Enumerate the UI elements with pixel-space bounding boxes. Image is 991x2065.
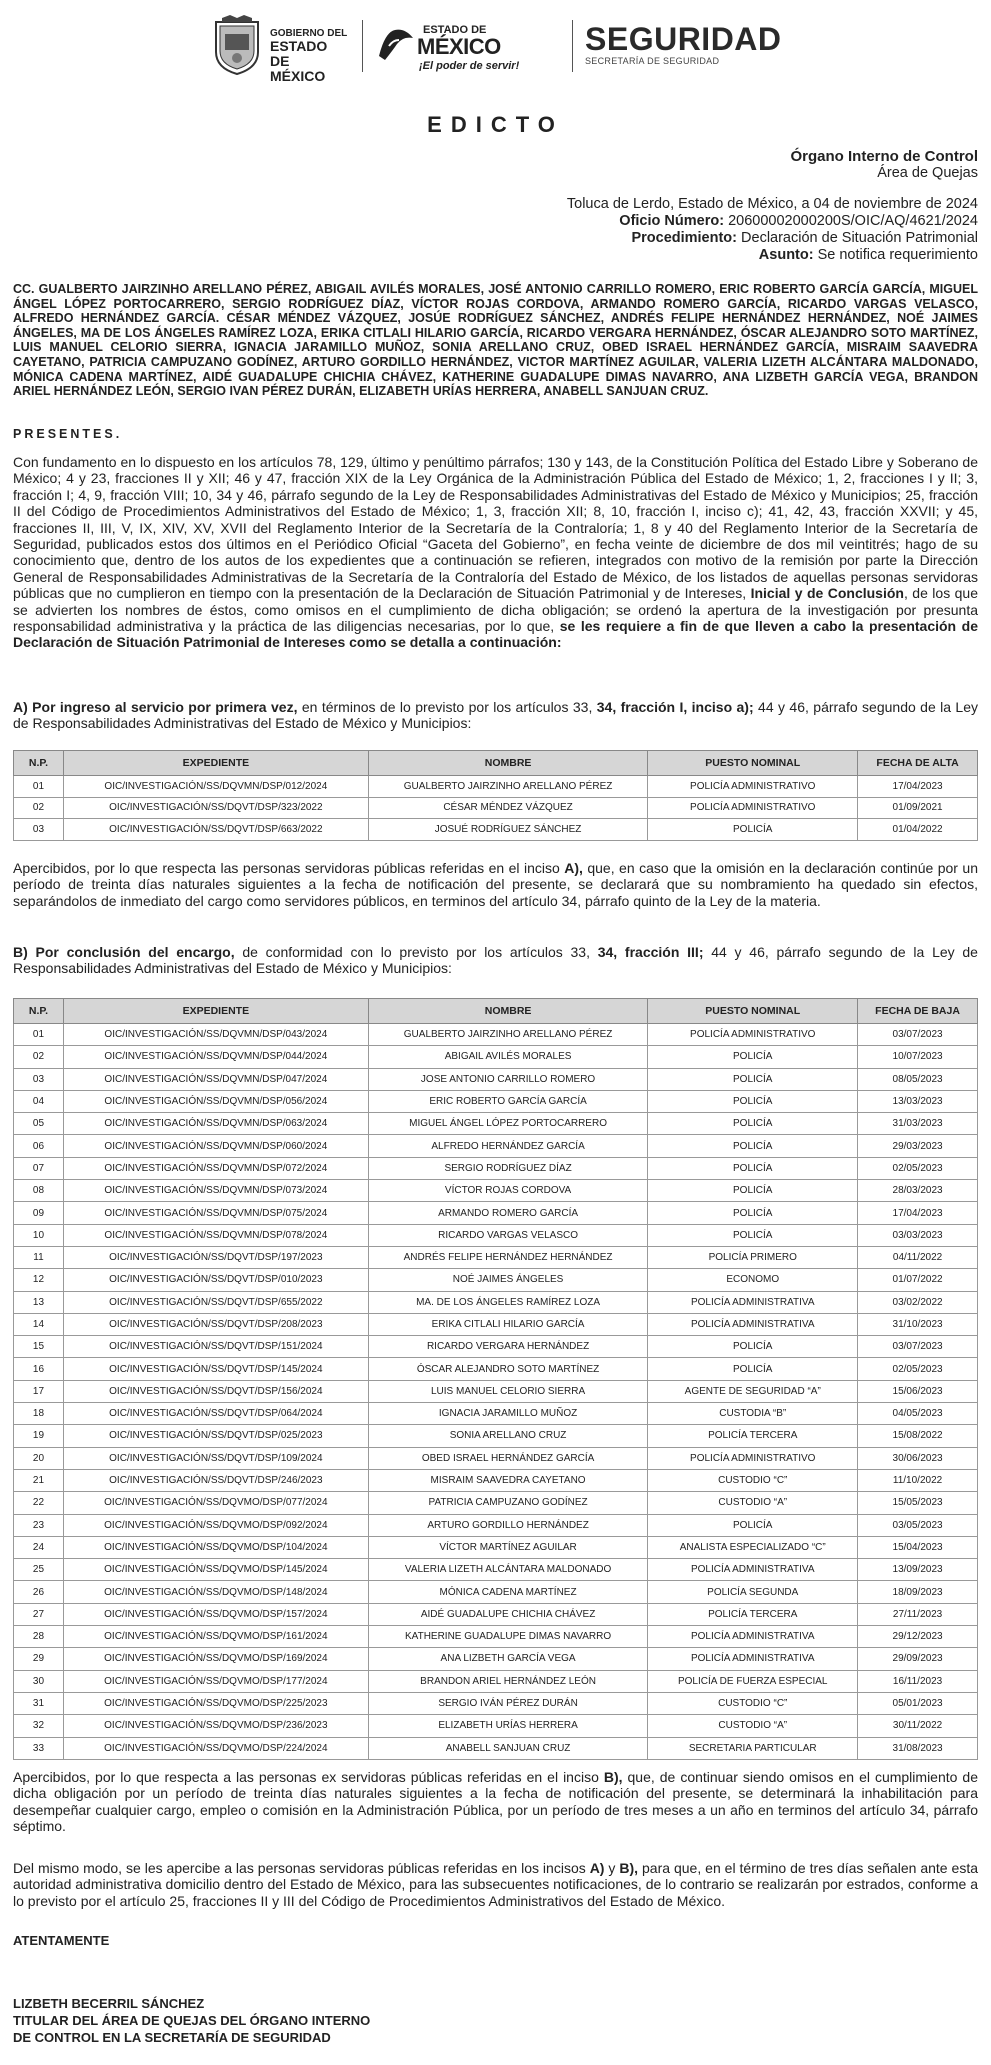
table-cell: 30/06/2023	[858, 1447, 978, 1469]
paragraph-warning-b: Apercibidos, por lo que respecta a las personas ex servidoras públicas referidas en el inciso B), que, de continuar siendo omisos en el cumplimiento de dicha obligación por un período de treinta días naturales siguientes a la fecha de notificación del presente, se determinará la inhabilitación para desempeñar cualquier cargo, empleo o comisión en la Administración Pública, por un período de tres meses a un año en terminos del artículo 34, párrafo séptimo.	[13, 1769, 978, 1835]
signature-block	[13, 1995, 370, 2046]
table-cell: 02	[14, 797, 64, 819]
table-cell: OIC/INVESTIGACIÓN/SS/DQVT/DSP/208/2023	[63, 1313, 368, 1335]
table-cell: 15/08/2022	[858, 1425, 978, 1447]
table-cell: 13	[14, 1291, 64, 1313]
paragraph-section-b: B) Por conclusión del encargo, de conformidad con lo previsto por los artículos 33, 34, fracción III; 44 y 46, párrafo segundo de la Ley de Responsabilidades Administrativas del Estado de México y Municipios:	[13, 944, 978, 977]
table-cell: MA. DE LOS ÁNGELES RAMÍREZ LOZA	[368, 1291, 648, 1313]
table-cell: 03/05/2023	[858, 1514, 978, 1536]
table-cell: POLICÍA	[648, 1202, 858, 1224]
table-cell: 22	[14, 1492, 64, 1514]
table-cell: MÓNICA CADENA MARTÍNEZ	[368, 1581, 648, 1603]
signer-title-line1: TITULAR DEL ÁREA DE QUEJAS DEL ÓRGANO INTERNO	[13, 2013, 371, 2028]
table-cell: POLICÍA ADMINISTRATIVA	[648, 1291, 858, 1313]
table-row	[14, 1692, 978, 1714]
paragraph-warning-a: Apercibidos, por lo que respecta las personas servidoras públicas referidas en el inciso A), que, en caso que la omisión en la declaración continúe por un período de treinta días naturales siguientes a la fecha de notificación del presente, se declarará que su nombramiento ha quedado sin efectos, separándolos de inmediato del cargo como servidores públicos, en terminos del artículo 34, párrafo quinto de la Ley de la materia.	[13, 860, 978, 909]
table-cell: POLICÍA SEGUNDA	[648, 1581, 858, 1603]
table-cell: 15/05/2023	[858, 1492, 978, 1514]
table-cell: SECRETARIA PARTICULAR	[648, 1737, 858, 1759]
table-cell: JOSE ANTONIO CARRILLO ROMERO	[368, 1068, 648, 1090]
table-cell: ABIGAIL AVILÉS MORALES	[368, 1046, 648, 1068]
table-cell: PATRICIA CAMPUZANO GODÍNEZ	[368, 1492, 648, 1514]
table-cell: 01/09/2021	[858, 797, 978, 819]
table-cell: POLICÍA TERCERA	[648, 1425, 858, 1447]
table-cell: OIC/INVESTIGACIÓN/SS/DQVMO/DSP/077/2024	[63, 1492, 368, 1514]
table-cell: OIC/INVESTIGACIÓN/SS/DQVMO/DSP/236/2023	[63, 1715, 368, 1737]
table-cell: 02	[14, 1046, 64, 1068]
table-cell: 27	[14, 1603, 64, 1625]
table-row	[14, 1246, 978, 1268]
table-cell: RICARDO VERGARA HERNÁNDEZ	[368, 1336, 648, 1358]
table-cell: CUSTODIA “B”	[648, 1403, 858, 1425]
table-cell: 10/07/2023	[858, 1046, 978, 1068]
table-cell: KATHERINE GUADALUPE DIMAS NAVARRO	[368, 1626, 648, 1648]
table-row	[14, 1291, 978, 1313]
table-row	[14, 1113, 978, 1135]
logo-divider	[572, 20, 573, 72]
table-cell: 29	[14, 1648, 64, 1670]
table-cell: 05/01/2023	[858, 1692, 978, 1714]
paragraph-domicile: Del mismo modo, se les apercibe a las personas servidoras públicas referidas en los incisos A) y B), para que, en el término de tres días señalen ante esta autoridad administrativa domicilio dentro del Estado de México, para las subsecuentes notificaciones, de lo contrario se realizarán por estrados, conforme a lo previsto por el artículo 25, fracciones II y III del Código de Procedimientos Administrativos del Estado de México.	[13, 1860, 979, 1909]
table-row	[14, 1536, 978, 1558]
table-cell: ERIKA CITLALI HILARIO GARCÍA	[368, 1313, 648, 1335]
table-cell: GUALBERTO JAIRZINHO ARELLANO PÉREZ	[368, 776, 648, 798]
table-cell: POLICÍA TERCERA	[648, 1603, 858, 1625]
table-cell: 31/03/2023	[858, 1113, 978, 1135]
table-cell: OIC/INVESTIGACIÓN/SS/DQVMO/DSP/224/2024	[63, 1737, 368, 1759]
table-cell: OIC/INVESTIGACIÓN/SS/DQVMN/DSP/073/2024	[63, 1180, 368, 1202]
table-cell: CUSTODIO “A”	[648, 1715, 858, 1737]
table-cell: POLICÍA	[648, 1336, 858, 1358]
table-cell: 15	[14, 1336, 64, 1358]
table-cell: OIC/INVESTIGACIÓN/SS/DQVMN/DSP/012/2024	[63, 776, 368, 798]
table-cell: 02/05/2023	[858, 1157, 978, 1179]
table-cell: POLICÍA ADMINISTRATIVA	[648, 1626, 858, 1648]
table-cell: POLICÍA	[648, 1358, 858, 1380]
table-cell: POLICÍA	[648, 1068, 858, 1090]
table-cell: 01/07/2022	[858, 1269, 978, 1291]
column-header: PUESTO NOMINAL	[648, 999, 858, 1024]
table-row	[14, 1559, 978, 1581]
table-cell: 03	[14, 819, 64, 841]
coat-of-arms-icon	[210, 14, 264, 76]
table-cell: OIC/INVESTIGACIÓN/SS/DQVMO/DSP/225/2023	[63, 1692, 368, 1714]
table-cell: 03/02/2022	[858, 1291, 978, 1313]
table-cell: ECONOMO	[648, 1269, 858, 1291]
table-row	[14, 1358, 978, 1380]
table-row	[14, 776, 978, 798]
table-cell: 09	[14, 1202, 64, 1224]
table-cell: 26	[14, 1581, 64, 1603]
table-cell: OIC/INVESTIGACIÓN/SS/DQVMN/DSP/072/2024	[63, 1157, 368, 1179]
table-cell: 08	[14, 1180, 64, 1202]
area-name: Área de Quejas	[877, 165, 978, 181]
table-cell: 11	[14, 1246, 64, 1268]
table-cell: CUSTODIO “A”	[648, 1492, 858, 1514]
table-cell: OIC/INVESTIGACIÓN/SS/DQVT/DSP/151/2024	[63, 1336, 368, 1358]
table-cell: 29/12/2023	[858, 1626, 978, 1648]
table-row	[14, 1403, 978, 1425]
table-cell: CUSTODIO “C”	[648, 1692, 858, 1714]
table-cell: 13/09/2023	[858, 1559, 978, 1581]
table-cell: POLICÍA	[648, 1180, 858, 1202]
table-cell: OIC/INVESTIGACIÓN/SS/DQVT/DSP/010/2023	[63, 1269, 368, 1291]
table-cell: 31	[14, 1692, 64, 1714]
table-cell: 31/08/2023	[858, 1737, 978, 1759]
table-cell: 08/05/2023	[858, 1068, 978, 1090]
table-cell: OIC/INVESTIGACIÓN/SS/DQVT/DSP/025/2023	[63, 1425, 368, 1447]
table-cell: NOÉ JAIMES ÁNGELES	[368, 1269, 648, 1291]
signer-title-line2: DE CONTROL EN LA SECRETARÍA DE SEGURIDAD	[13, 2030, 331, 2045]
table-cell: MIGUEL ÁNGEL LÓPEZ PORTOCARRERO	[368, 1113, 648, 1135]
table-section-b	[13, 998, 978, 1760]
table-cell: 04	[14, 1090, 64, 1112]
table-cell: ANALISTA ESPECIALIZADO “C”	[648, 1536, 858, 1558]
table-cell: 31/10/2023	[858, 1313, 978, 1335]
table-row	[14, 1068, 978, 1090]
table-cell: 18/09/2023	[858, 1581, 978, 1603]
table-cell: OIC/INVESTIGACIÓN/SS/DQVMN/DSP/043/2024	[63, 1024, 368, 1046]
table-cell: OBED ISRAEL HERNÁNDEZ GARCÍA	[368, 1447, 648, 1469]
column-header: N.P.	[14, 751, 64, 776]
table-row	[14, 1224, 978, 1246]
table-cell: ANDRÉS FELIPE HERNÁNDEZ HERNÁNDEZ	[368, 1246, 648, 1268]
table-row	[14, 1648, 978, 1670]
table-cell: VÍCTOR MARTÍNEZ AGUILAR	[368, 1536, 648, 1558]
table-row	[14, 1336, 978, 1358]
signer-name: LIZBETH BECERRIL SÁNCHEZ	[13, 1996, 205, 2011]
table-cell: 32	[14, 1715, 64, 1737]
table-cell: OIC/INVESTIGACIÓN/SS/DQVT/DSP/156/2024	[63, 1380, 368, 1402]
table-row	[14, 1269, 978, 1291]
table-cell: POLICÍA PRIMERO	[648, 1246, 858, 1268]
table-row	[14, 1447, 978, 1469]
table-cell: OIC/INVESTIGACIÓN/SS/DQVMO/DSP/104/2024	[63, 1536, 368, 1558]
table-cell: 28/03/2023	[858, 1180, 978, 1202]
table-cell: POLICÍA DE FUERZA ESPECIAL	[648, 1670, 858, 1692]
table-cell: 33	[14, 1737, 64, 1759]
table-row	[14, 1670, 978, 1692]
procedimiento-line: Procedimiento: Declaración de Situación Patrimonial	[631, 230, 978, 246]
document-title: EDICTO	[427, 112, 564, 137]
table-cell: POLICÍA ADMINISTRATIVO	[648, 797, 858, 819]
table-row	[14, 1157, 978, 1179]
table-cell: OIC/INVESTIGACIÓN/SS/DQVMN/DSP/075/2024	[63, 1202, 368, 1224]
paragraph-legal-basis: Con fundamento en lo dispuesto en los artículos 78, 129, último y penúltimo párrafos; 130 y 143, de la Constitución Política del Estado Libre y Soberano de México; 4 y 23, fracciones II y XII; 46 y 47, fracción XIX de la Ley Orgánica de la Administración Pública del Estado de México; 1, 2, fracciones I y II; 3, fracción I; 4, 9, fracción VIII; 10, 34 y 46, párrafo segundo de la Ley de Responsabilidades Administrativas del Estado de México y Municipios; 25, fracción II del Código de Procedimientos Administrativos del Estado de México; 1, 3, fracción XII; 8, 10, fracción I, inciso c); 41, 42, 43, fracción XXVII; y 45, fracciones II, III, V, IX, XIV, XV, XVII del Reglamento Interior de la Secretaría de la Contraloría; 1, 8 y 40 del Reglamento Interior de la Secretaría de Seguridad, publicados estos dos últimos en el Periódico Oficial “Gaceta del Gobierno”, en fecha veinte de diciembre de dos mil veintitrés; hago de su conocimiento que, dentro de los autos de los expedientes que a continuación se refieren, integrados con motivo de la remisión por parte la Dirección General de Responsabilidades Administrativas de la Secretaría de la Contraloría del Estado de México, de los listados de aquellas personas servidoras públicas que no cumplieron en tiempo con la presentación de la Declaración de Situación Patrimonial y de Intereses, Inicial y de Conclusión, de los que se advierten los nombres de éstos, como omisos en el cumplimiento de dicha obligación; se ordenó la apertura de la investigación por presunta responsabilidad administrativa y la práctica de las diligencias necesarias, por lo que, se les requiere a fin de que lleven a cabo la presentación de Declaración de Situación Patrimonial de Intereses como se detalla a continuación:	[13, 454, 978, 651]
column-header: FECHA DE ALTA	[858, 751, 978, 776]
table-cell: 28	[14, 1626, 64, 1648]
addressees: CC. GUALBERTO JAIRZINHO ARELLANO PÉREZ, ABIGAIL AVILÉS MORALES, JOSÉ ANTONIO CARRILLO ROMERO, ERIC ROBERTO GARCÍA GARCÍA, MIGUEL ÁNGEL LÓPEZ PORTOCARRERO, SERGIO RODRÍGUEZ DÍAZ, VÍCTOR ROJAS CORDOVA, ARMANDO ROMERO GARCÍA, RICARDO VARGAS VELASCO, ALFREDO HERNÁNDEZ GARCÍA. CÉSAR MÉNDEZ VÁZQUEZ, JOSÚE RODRÍGUEZ SÁNCHEZ, ANDRÉS FELIPE HERNÁNDEZ HERNÁNDEZ, NOÉ JAIMES ÁNGELES, MA DE LOS ÁNGELES RAMÍREZ LOZA, ERIKA CITLALI HILARIO GARCÍA, RICARDO VERGARA HERNÁNDEZ, ÓSCAR ALEJANDRO SOTO MARTÍNEZ, LUIS MANUEL CELORIO SIERRA, IGNACIA JARAMILLO MUÑOZ, SONIA ARELLANO CRUZ, OBED ISRAEL HERNÁNDEZ GARCÍA, MISRAIM SAAVEDRA CAYETANO, PATRICIA CAMPUZANO GODÍNEZ, ARTURO GORDILLO HERNÁNDEZ, VICTOR MARTÍNEZ AGUILAR, VALERIA LIZETH ALCÁNTARA MALDONADO, MÓNICA CADENA MARTÍNEZ, AIDÉ GUADALUPE CHICHIA CHÁVEZ, KATHERINE GUADALUPE DIMAS NAVARRO, ANA LIZBETH GARCÍA VEGA, BRANDON ARIEL HERNÁNDEZ LEÓN, SERGIO IVAN PÉREZ DURÁN, ELIZABETH URÍAS HERRERA, ANABELL SANJUAN CRUZ.	[13, 282, 978, 399]
column-header: EXPEDIENTE	[63, 999, 368, 1024]
table-cell: POLICÍA	[648, 1113, 858, 1135]
table-row	[14, 1024, 978, 1046]
place-date: Toluca de Lerdo, Estado de México, a 04 de noviembre de 2024	[566, 196, 978, 212]
table-cell: 01	[14, 776, 64, 798]
table-cell: 19	[14, 1425, 64, 1447]
logo-divider	[362, 20, 363, 72]
column-header: NOMBRE	[368, 999, 648, 1024]
table-cell: POLICÍA	[648, 1090, 858, 1112]
table-row	[14, 1202, 978, 1224]
table-cell: SERGIO IVÁN PÉREZ DURÁN	[368, 1692, 648, 1714]
column-header: N.P.	[14, 999, 64, 1024]
table-cell: 11/10/2022	[858, 1469, 978, 1491]
table-row	[14, 1180, 978, 1202]
table-cell: OIC/INVESTIGACIÓN/SS/DQVMN/DSP/078/2024	[63, 1224, 368, 1246]
table-section-a	[13, 750, 978, 841]
column-header: PUESTO NOMINAL	[648, 751, 858, 776]
seguridad-logo: SEGURIDAD SECRETARÍA DE SEGURIDAD	[585, 21, 782, 66]
table-cell: 20	[14, 1447, 64, 1469]
table-row	[14, 1514, 978, 1536]
table-cell: 04/05/2023	[858, 1403, 978, 1425]
table-cell: ELIZABETH URÍAS HERRERA	[368, 1715, 648, 1737]
table-cell: 17	[14, 1380, 64, 1402]
table-cell: OIC/INVESTIGACIÓN/SS/DQVMO/DSP/161/2024	[63, 1626, 368, 1648]
table-cell: AIDÉ GUADALUPE CHICHIA CHÁVEZ	[368, 1603, 648, 1625]
oficio-line: Oficio Número: 20600002000200S/OIC/AQ/4621/2024	[619, 213, 978, 229]
table-cell: POLICÍA ADMINISTRATIVA	[648, 1313, 858, 1335]
closing: ATENTAMENTE	[13, 1933, 110, 1948]
gobierno-text: GOBIERNO DEL ESTADO DE MÉXICO	[270, 28, 348, 84]
table-cell: 14	[14, 1313, 64, 1335]
table-cell: ARTURO GORDILLO HERNÁNDEZ	[368, 1514, 648, 1536]
table-cell: 24	[14, 1536, 64, 1558]
table-cell: 01	[14, 1024, 64, 1046]
table-cell: 15/06/2023	[858, 1380, 978, 1402]
table-cell: OIC/INVESTIGACIÓN/SS/DQVMN/DSP/056/2024	[63, 1090, 368, 1112]
table-cell: 29/09/2023	[858, 1648, 978, 1670]
estado-logo: ESTADO DE MÉXICO ¡El poder de servir!	[375, 16, 565, 80]
presentes-label: PRESENTES.	[13, 427, 123, 441]
table-cell: 16/11/2023	[858, 1670, 978, 1692]
table-row	[14, 819, 978, 841]
table-cell: 04/11/2022	[858, 1246, 978, 1268]
table-cell: 07	[14, 1157, 64, 1179]
table-cell: 17/04/2023	[858, 1202, 978, 1224]
table-cell: 12	[14, 1269, 64, 1291]
table-cell: ERIC ROBERTO GARCÍA GARCÍA	[368, 1090, 648, 1112]
table-cell: SONIA ARELLANO CRUZ	[368, 1425, 648, 1447]
table-cell: 03/07/2023	[858, 1024, 978, 1046]
table-cell: 27/11/2023	[858, 1603, 978, 1625]
table-cell: 30/11/2022	[858, 1715, 978, 1737]
table-row	[14, 797, 978, 819]
table-cell: 03/03/2023	[858, 1224, 978, 1246]
table-row	[14, 1090, 978, 1112]
table-row	[14, 1469, 978, 1491]
table-cell: ARMANDO ROMERO GARCÍA	[368, 1202, 648, 1224]
table-cell: 29/03/2023	[858, 1135, 978, 1157]
table-cell: OIC/INVESTIGACIÓN/SS/DQVT/DSP/197/2023	[63, 1246, 368, 1268]
table-cell: IGNACIA JARAMILLO MUÑOZ	[368, 1403, 648, 1425]
table-cell: OIC/INVESTIGACIÓN/SS/DQVT/DSP/663/2022	[63, 819, 368, 841]
table-cell: VALERIA LIZETH ALCÁNTARA MALDONADO	[368, 1559, 648, 1581]
estado-emblem-icon	[375, 26, 417, 66]
table-cell: 30	[14, 1670, 64, 1692]
table-cell: 25	[14, 1559, 64, 1581]
table-cell: OIC/INVESTIGACIÓN/SS/DQVMO/DSP/145/2024	[63, 1559, 368, 1581]
table-cell: POLICÍA	[648, 819, 858, 841]
table-cell: OIC/INVESTIGACIÓN/SS/DQVMN/DSP/060/2024	[63, 1135, 368, 1157]
table-cell: POLICÍA	[648, 1046, 858, 1068]
table-cell: OIC/INVESTIGACIÓN/SS/DQVT/DSP/064/2024	[63, 1403, 368, 1425]
table-cell: 10	[14, 1224, 64, 1246]
table-cell: ÓSCAR ALEJANDRO SOTO MARTÍNEZ	[368, 1358, 648, 1380]
table-cell: 02/05/2023	[858, 1358, 978, 1380]
column-header: FECHA DE BAJA	[858, 999, 978, 1024]
asunto-line: Asunto: Se notifica requerimiento	[758, 247, 978, 263]
table-row	[14, 1715, 978, 1737]
table-cell: POLICÍA ADMINISTRATIVA	[648, 1559, 858, 1581]
table-cell: RICARDO VARGAS VELASCO	[368, 1224, 648, 1246]
table-cell: 15/04/2023	[858, 1536, 978, 1558]
table-cell: CÉSAR MÉNDEZ VÁZQUEZ	[368, 797, 648, 819]
table-cell: ANA LIZBETH GARCÍA VEGA	[368, 1648, 648, 1670]
table-row	[14, 1492, 978, 1514]
table-cell: ANABELL SANJUAN CRUZ	[368, 1737, 648, 1759]
table-row	[14, 1626, 978, 1648]
table-row	[14, 1737, 978, 1759]
table-cell: OIC/INVESTIGACIÓN/SS/DQVMO/DSP/148/2024	[63, 1581, 368, 1603]
table-cell: OIC/INVESTIGACIÓN/SS/DQVMO/DSP/092/2024	[63, 1514, 368, 1536]
table-cell: GUALBERTO JAIRZINHO ARELLANO PÉREZ	[368, 1024, 648, 1046]
table-cell: POLICÍA ADMINISTRATIVO	[648, 1024, 858, 1046]
table-cell: OIC/INVESTIGACIÓN/SS/DQVMN/DSP/047/2024	[63, 1068, 368, 1090]
table-row	[14, 1581, 978, 1603]
table-cell: JOSUÉ RODRÍGUEZ SÁNCHEZ	[368, 819, 648, 841]
table-cell: 23	[14, 1514, 64, 1536]
table-cell: POLICÍA	[648, 1157, 858, 1179]
table-cell: SERGIO RODRÍGUEZ DÍAZ	[368, 1157, 648, 1179]
table-cell: OIC/INVESTIGACIÓN/SS/DQVMO/DSP/177/2024	[63, 1670, 368, 1692]
table-cell: 18	[14, 1403, 64, 1425]
table-cell: LUIS MANUEL CELORIO SIERRA	[368, 1380, 648, 1402]
table-cell: POLICÍA ADMINISTRATIVA	[648, 1648, 858, 1670]
paragraph-section-a: A) Por ingreso al servicio por primera vez, en términos de lo previsto por los artículos 33, 34, fracción I, inciso a); 44 y 46, párrafo segundo de la Ley de Responsabilidades Administrativas del Estado de México y Municipios:	[13, 699, 979, 732]
table-row	[14, 1046, 978, 1068]
table-row	[14, 1603, 978, 1625]
column-header: EXPEDIENTE	[63, 751, 368, 776]
table-cell: OIC/INVESTIGACIÓN/SS/DQVT/DSP/145/2024	[63, 1358, 368, 1380]
table-cell: BRANDON ARIEL HERNÁNDEZ LEÓN	[368, 1670, 648, 1692]
table-cell: ALFREDO HERNÁNDEZ GARCÍA	[368, 1135, 648, 1157]
table-cell: 16	[14, 1358, 64, 1380]
table-row	[14, 1380, 978, 1402]
table-cell: 01/04/2022	[858, 819, 978, 841]
organ-name: Órgano Interno de Control	[790, 148, 978, 165]
table-cell: MISRAIM SAAVEDRA CAYETANO	[368, 1469, 648, 1491]
letterhead	[210, 14, 810, 84]
table-cell: OIC/INVESTIGACIÓN/SS/DQVT/DSP/323/2022	[63, 797, 368, 819]
table-cell: POLICÍA	[648, 1224, 858, 1246]
table-cell: 13/03/2023	[858, 1090, 978, 1112]
table-cell: 05	[14, 1113, 64, 1135]
table-cell: OIC/INVESTIGACIÓN/SS/DQVT/DSP/109/2024	[63, 1447, 368, 1469]
table-cell: POLICÍA ADMINISTRATIVO	[648, 776, 858, 798]
table-row	[14, 1425, 978, 1447]
table-cell: 17/04/2023	[858, 776, 978, 798]
table-cell: POLICÍA ADMINISTRATIVO	[648, 1447, 858, 1469]
table-cell: 06	[14, 1135, 64, 1157]
table-cell: OIC/INVESTIGACIÓN/SS/DQVMO/DSP/169/2024	[63, 1648, 368, 1670]
table-cell: 03/07/2023	[858, 1336, 978, 1358]
column-header: NOMBRE	[368, 751, 648, 776]
table-cell: 03	[14, 1068, 64, 1090]
table-cell: AGENTE DE SEGURIDAD “A”	[648, 1380, 858, 1402]
table-row	[14, 1135, 978, 1157]
table-cell: OIC/INVESTIGACIÓN/SS/DQVMO/DSP/157/2024	[63, 1603, 368, 1625]
gobierno-logo	[210, 14, 350, 84]
table-cell: 21	[14, 1469, 64, 1491]
table-cell: CUSTODIO “C”	[648, 1469, 858, 1491]
table-cell: OIC/INVESTIGACIÓN/SS/DQVMN/DSP/044/2024	[63, 1046, 368, 1068]
table-row	[14, 1313, 978, 1335]
table-cell: POLICÍA	[648, 1514, 858, 1536]
table-cell: POLICÍA	[648, 1135, 858, 1157]
table-cell: OIC/INVESTIGACIÓN/SS/DQVMN/DSP/063/2024	[63, 1113, 368, 1135]
table-cell: OIC/INVESTIGACIÓN/SS/DQVT/DSP/246/2023	[63, 1469, 368, 1491]
table-cell: OIC/INVESTIGACIÓN/SS/DQVT/DSP/655/2022	[63, 1291, 368, 1313]
office-details	[567, 148, 978, 264]
table-cell: VÍCTOR ROJAS CORDOVA	[368, 1180, 648, 1202]
